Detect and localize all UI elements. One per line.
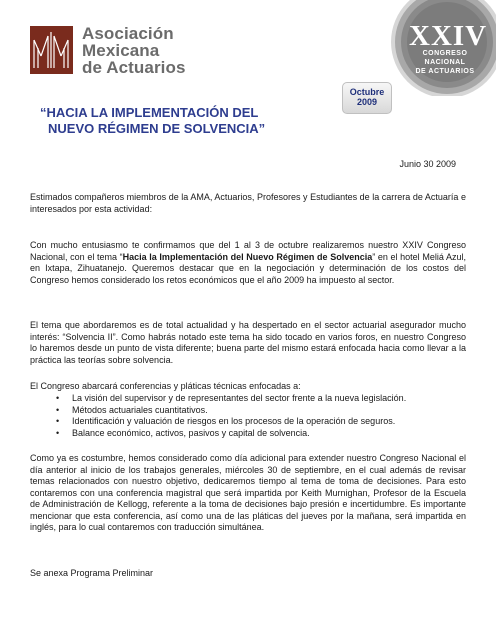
congress-number: XXIV xyxy=(409,20,488,52)
document-title xyxy=(40,105,265,137)
theme-paragraph: El tema que abordaremos es de total actualidad y ha despertado en el sector actuarial asegurador mucho interés: “Solvencia II”. Como habrás notado este tema ha sido tocado en varios foros, en nuestro Congreso lo haremos desde un punto de vista diferente; buena parte del mismo estará enfocada hacia como llevar a la práctica las teorías sobre solvencia. xyxy=(30,320,466,365)
closing-note: Se anexa Programa Preliminar xyxy=(30,568,154,578)
ama-logo-icon xyxy=(30,26,73,74)
salutation-paragraph: Estimados compañeros miembros de la AMA, Actuarios, Profesores y Estudiantes de la carrera de Actuaría e interesados por esta actividad: xyxy=(30,192,466,214)
congress-line-3: DE ACTUARIOS xyxy=(415,68,475,75)
congress-line-2: NACIONAL xyxy=(424,59,466,66)
org-line-2: Mexicana xyxy=(82,41,160,60)
congress-theme: Hacia la Implementación del Nuevo Régimen de Solvencia xyxy=(122,251,373,262)
letter-date: Junio 30 2009 xyxy=(399,159,456,169)
congress-line-1: CONGRESO xyxy=(422,50,468,57)
topics-list xyxy=(56,393,466,439)
intro-paragraph xyxy=(30,240,466,286)
intro-text-before: Con mucho entusiasmo te confirmamos que del 1 al 3 de octubre realizaremos nuestro XXIV Congreso Nacional, con el tema “ xyxy=(30,240,466,262)
organization-name xyxy=(82,25,186,76)
list-item: • La visión del supervisor y de representantes del sector frente a la nueva legislación. xyxy=(56,393,466,405)
title-line-2: NUEVO RÉGIMEN DE SOLVENCIA” xyxy=(48,121,266,136)
event-date-badge xyxy=(342,82,392,114)
event-year: 2009 xyxy=(356,97,378,107)
org-line-3: de Actuarios xyxy=(82,58,186,77)
org-line-1: Asociación xyxy=(82,24,174,43)
list-item: • Balance económico, activos, pasivos y capital de solvencia. xyxy=(56,428,466,440)
schedule-paragraph: Como ya es costumbre, hemos considerado como día adicional para extender nuestro Congreso Nacional el día anterior al inicio de los trabajos generales, miércoles 30 de septiembre, en el cual además de revisar temas relacionados con nuestro objetivo, dedicaremos tiempo al tema de toma de decisiones. Para esto contaremos con una conferencia magistral que será impartida por Keith Murnighan, Profesor de la Escuela de Administración de Kellogg, referente a la toma de decisiones bajo presión e incertidumbre. Es importante mencionar que esta conferencia, así como una de las pláticas del jueves por la mañana, será impartida en inglés, para lo cual contaremos con traducción simultánea. xyxy=(30,453,466,532)
congress-badge-icon xyxy=(385,0,496,96)
letterhead xyxy=(0,0,496,107)
title-line-1: “HACIA LA IMPLEMENTACIÓN DEL xyxy=(40,105,259,120)
list-item: • Métodos actuariales cuantitativos. xyxy=(56,405,466,417)
topics-intro: El Congreso abarcará conferencias y pláticas técnicas enfocadas a: xyxy=(30,381,301,391)
list-item: • Identificación y valuación de riesgos en los procesos de la operación de seguros. xyxy=(56,416,466,428)
intro-text-after: ” en el hotel Meliá Azul, en Ixtapa, Zihuatanejo. Queremos destacar que en la negociación y determinación de los costos del Congreso hemos considerado los retos económicos que el año 2009 ha impuesto al sector. xyxy=(30,251,466,285)
event-month: Octubre xyxy=(349,87,385,97)
